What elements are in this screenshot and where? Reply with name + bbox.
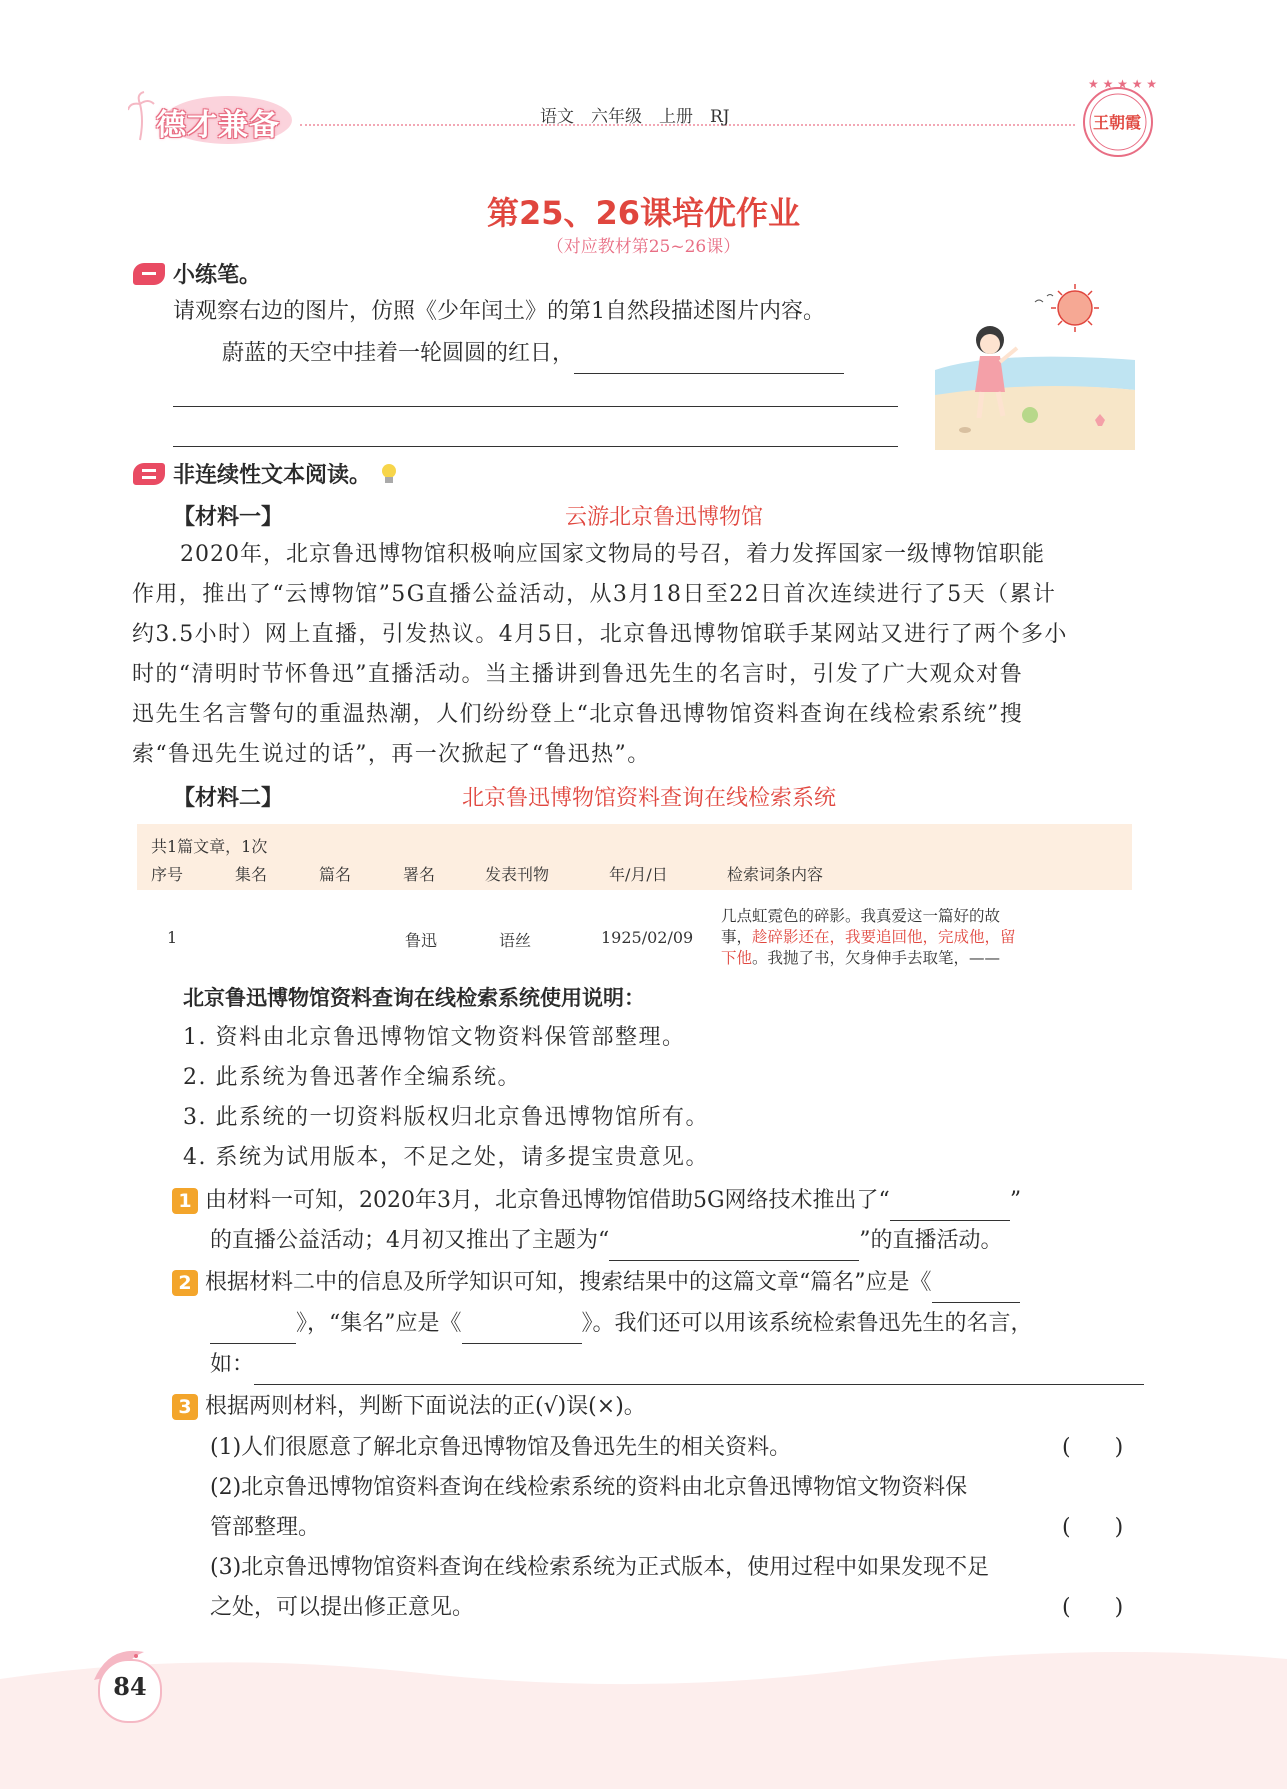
table-summary: 共1篇文章，1次 (151, 837, 268, 856)
q3-item-2: (2)北京鲁迅博物馆资料查询在线检索系统的资料由北京鲁迅博物馆文物资料保 (210, 1475, 968, 1500)
page-title: 第25、26课培优作业 (486, 194, 801, 232)
q2-answer-blank-1a[interactable] (932, 1276, 1020, 1303)
section-one-label: 小练笔。 (173, 263, 262, 288)
q1-text-c: 的直播公益活动；4月初又推出了主题为“ (210, 1228, 610, 1253)
section-two-label-text: 非连续性文本阅读。 (173, 463, 372, 488)
starter-text: 蔚蓝的天空中挂着一轮圆圆的红日， (222, 341, 575, 366)
content-highlight: 下他 (721, 949, 753, 967)
q2-text-c: 》。我们还可以用该系统检索鲁迅先生的名言， (581, 1311, 1033, 1336)
q2-answer-blank-1b[interactable] (210, 1317, 296, 1344)
material-one-paragraph (132, 535, 1142, 775)
q3-item-1: (1)人们很愿意了解北京鲁迅博物馆及鲁迅先生的相关资料。 (210, 1435, 792, 1460)
section-two-badge (133, 463, 165, 485)
cell-no: 1 (167, 928, 178, 947)
content-part: 。我抛了书，欠身伸手去取笔，—— (752, 949, 1001, 967)
col-header: 署名 (403, 865, 436, 884)
usage-title: 北京鲁迅博物馆资料查询在线检索系统使用说明： (183, 986, 645, 1010)
q1-text-d: ”的直播活动。 (859, 1228, 1003, 1253)
col-header: 检索词条内容 (727, 865, 824, 884)
usage-list (183, 1018, 709, 1178)
material-one-title: 云游北京鲁迅博物馆 (565, 505, 764, 530)
q3-answer-paren-2[interactable]: ( ) (1062, 1515, 1124, 1540)
q3-answer-paren-1[interactable]: ( ) (1062, 1435, 1124, 1460)
q3-stem: 根据两则材料，判断下面说法的正(√)误(×)。 (205, 1394, 646, 1419)
search-result-table (137, 824, 1132, 974)
paragraph-line: 迅先生名言警句的重温热潮，人们纷纷登上“北京鲁迅博物馆资料查询在线检索系统”搜 (132, 702, 1024, 727)
section-two-label (173, 458, 399, 489)
svg-text:★ ★ ★ ★ ★: ★ ★ ★ ★ ★ (1088, 78, 1158, 91)
question-number: 1 (172, 1188, 198, 1214)
writing-line-3[interactable] (173, 446, 898, 447)
question-1 (172, 1181, 1144, 1221)
question-1-line-2 (210, 1221, 1003, 1261)
q2-text-a: 根据材料二中的信息及所学知识可知，搜索结果中的这篇文章“篇名”应是《 (205, 1270, 932, 1295)
question-2-line-2 (210, 1304, 1033, 1344)
cell-date: 1925/02/09 (601, 928, 694, 947)
sun-icon (1051, 284, 1099, 332)
question-2-line-3 (210, 1345, 1144, 1385)
section-one-badge (133, 263, 165, 285)
brand-seal: ★ ★ ★ ★ ★ 王朝霞 (1078, 78, 1158, 158)
writing-line-2[interactable] (173, 406, 898, 407)
col-header: 发表刊物 (485, 865, 550, 884)
material-two-tag: 【材料二】 (173, 786, 284, 811)
q2-text-d: 如： (210, 1352, 255, 1377)
brand-logo: 德才兼备 (128, 90, 294, 146)
col-header: 年/月/日 (609, 865, 668, 884)
q3-item-3: (3)北京鲁迅博物馆资料查询在线检索系统为正式版本，使用过程中如果发现不足 (210, 1555, 990, 1580)
cell-author: 鲁迅 (405, 931, 438, 950)
usage-item: 1. 资料由北京鲁迅博物馆文物资料保管部整理。 (183, 1025, 686, 1050)
content-part: 几点虹霓色的碎影。我真爱这一篇好的故 (721, 907, 1001, 925)
question-number: 2 (172, 1270, 198, 1296)
col-header: 序号 (151, 865, 184, 884)
cell-journal: 语丝 (499, 931, 532, 950)
question-number: 3 (172, 1394, 198, 1420)
lightbulb-icon (379, 463, 399, 485)
q2-answer-blank-2[interactable] (462, 1317, 582, 1344)
q1-answer-blank-1[interactable] (890, 1194, 1010, 1221)
content-part: 事， (721, 928, 753, 946)
q1-text-a: 由材料一可知，2020年3月，北京鲁迅博物馆借助5G网络技术推出了“ (205, 1188, 890, 1213)
header-subject: 语文 六年级 上册 RJ (540, 107, 730, 127)
q3-item-2-cont: 管部整理。 (210, 1515, 321, 1540)
paragraph-line: 2020年，北京鲁迅博物馆积极响应国家文物局的号召，着力发挥国家一级博物馆职能 (180, 542, 1045, 567)
q1-text-b: ” (1009, 1188, 1022, 1213)
paragraph-line: 时的“清明时节怀鲁迅”直播活动。当主播讲到鲁迅先生的名言时，引发了广大观众对鲁 (132, 662, 1024, 687)
paragraph-line: 约3.5小时）网上直播，引发热议。4月5日，北京鲁迅博物馆联手某网站又进行了两个多小 (132, 622, 1068, 647)
beach-girl-illustration (935, 280, 1135, 450)
q1-answer-blank-2[interactable] (609, 1234, 859, 1261)
col-header: 集名 (235, 865, 268, 884)
q3-answer-paren-3[interactable]: ( ) (1062, 1595, 1124, 1620)
section-one-starter (222, 334, 844, 374)
usage-item: 3. 此系统的一切资料版权归北京鲁迅博物馆所有。 (183, 1105, 709, 1130)
page-subtitle: （对应教材第25~26课） (546, 237, 741, 257)
page-number: 84 (113, 1672, 147, 1701)
material-two-title: 北京鲁迅博物馆资料查询在线检索系统 (462, 786, 837, 811)
paragraph-line: 作用，推出了“云博物馆”5G直播公益活动，从3月18日至22日首次连续进行了5天（累计 (132, 582, 1057, 607)
q3-item-3-cont: 之处，可以提出修正意见。 (210, 1595, 475, 1620)
content-highlight: 趁碎影还在，我要追回他，完成他，留 (752, 928, 1016, 946)
footer-wave (0, 1639, 1287, 1789)
material-one-tag: 【材料一】 (173, 505, 284, 530)
section-one-instruction: 请观察右边的图片，仿照《少年闰土》的第1自然段描述图片内容。 (173, 299, 825, 324)
paragraph-line: 索“鲁迅先生说过的话”，再一次掀起了“鲁迅热”。 (132, 742, 651, 767)
q2-answer-blank-3[interactable] (254, 1358, 1144, 1385)
question-2 (172, 1263, 1144, 1303)
usage-item: 2. 此系统为鲁迅著作全编系统。 (183, 1065, 521, 1090)
col-header: 篇名 (319, 865, 352, 884)
writing-line-1[interactable] (574, 347, 844, 374)
q2-text-b: 》，“集名”应是《 (296, 1311, 462, 1336)
usage-item: 4. 系统为试用版本，不足之处，请多提宝贵意见。 (183, 1145, 709, 1170)
cell-content (721, 906, 1091, 969)
question-3 (172, 1387, 646, 1427)
